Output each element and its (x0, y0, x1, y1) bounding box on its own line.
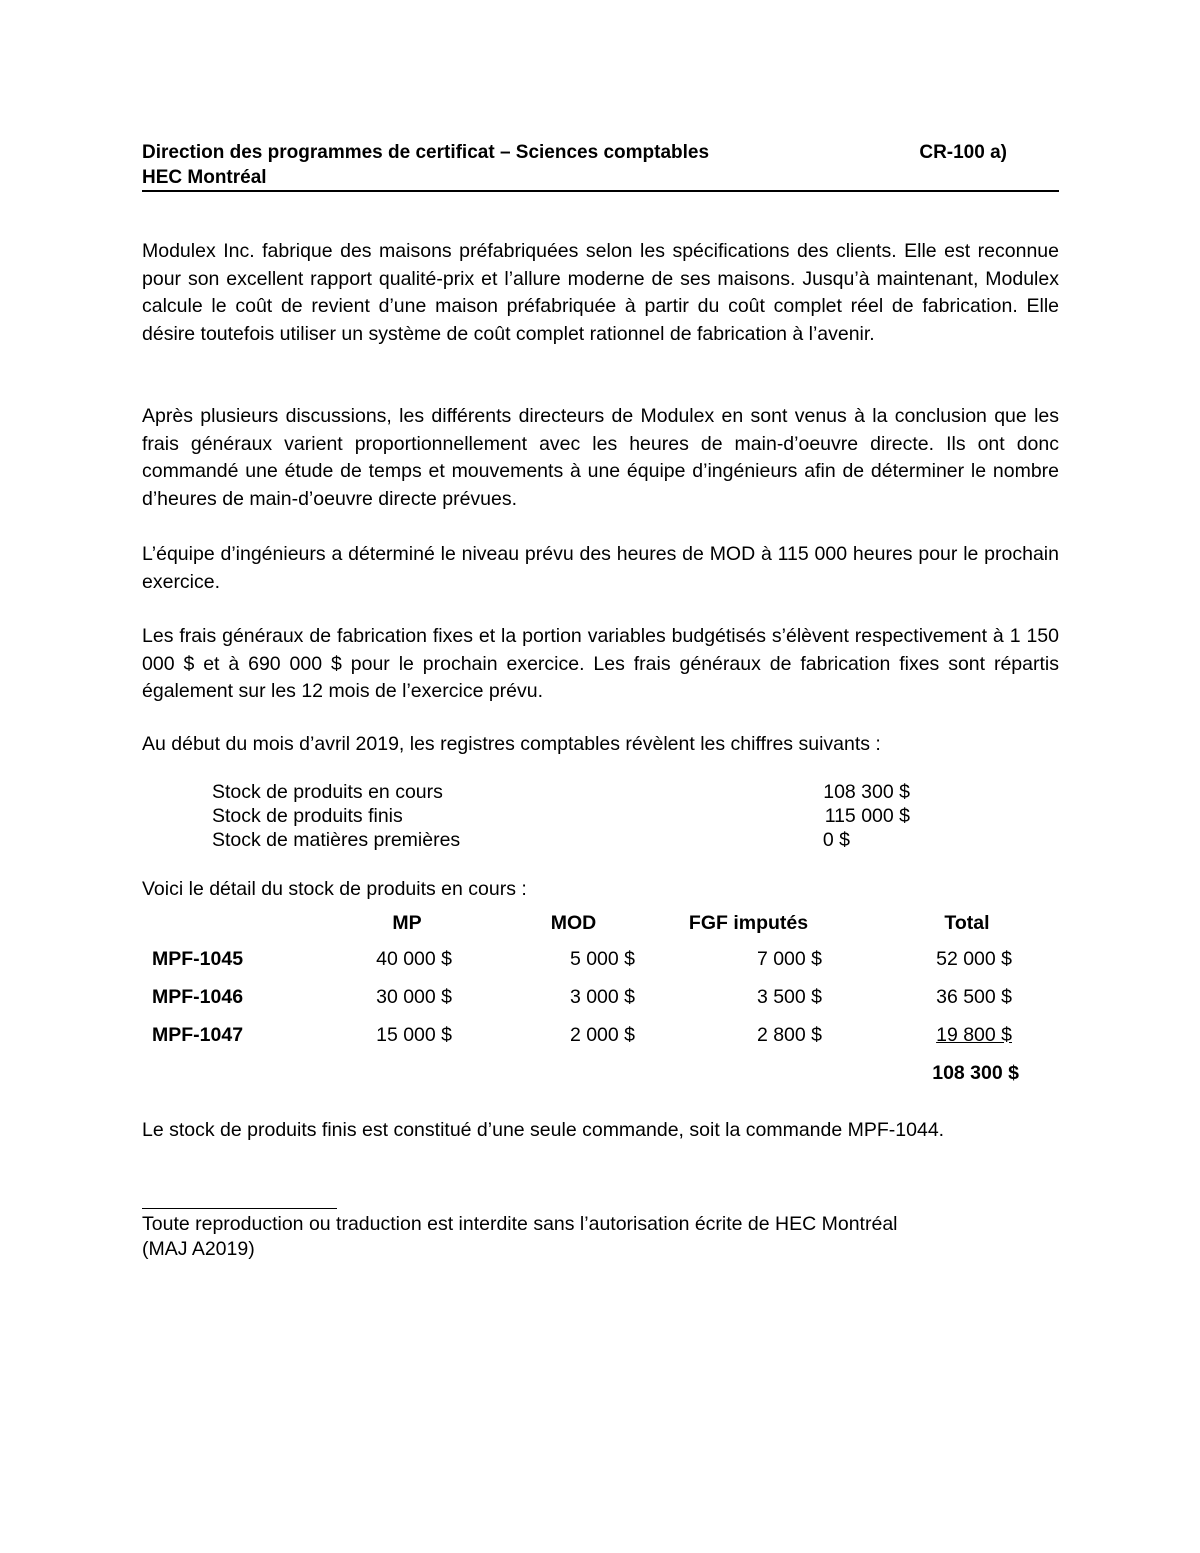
paragraph-discussion: Après plusieurs discussions, les différents directeurs de Modulex en sont venus à la conclusion que les frais généraux varient proportionnellement avec les heures de main-d’oeuvre directe. Ils ont donc commandé une étude de temps et mouvements à une équipe d’ingénieurs afin de déterminer le nombre d’heures de main-d’oeuvre directe prévues. (142, 405, 1059, 510)
table-row (142, 978, 1032, 1016)
table-row (142, 1016, 1032, 1054)
header-institution: HEC Montréal (142, 167, 267, 188)
stock-list (212, 780, 910, 852)
stock-value: 108 300 $ (823, 781, 910, 803)
header-course-code: CR-100 a) (919, 142, 1007, 163)
footnote (142, 1212, 898, 1262)
wip-table (142, 906, 1032, 1092)
cell-mp: 40 000 $ (376, 947, 452, 970)
row-name: MPF-1047 (152, 1023, 244, 1046)
cell-mp: 15 000 $ (376, 1023, 452, 1046)
column-header-mod: MOD (550, 911, 597, 934)
column-header-mp: MP (392, 911, 422, 934)
footnote-divider (142, 1208, 337, 1209)
grand-total: 108 300 $ (932, 1061, 1019, 1084)
stock-item (212, 780, 910, 804)
table-header-row (142, 906, 1032, 940)
header-divider (142, 190, 1059, 192)
cell-mod: 3 000 $ (569, 985, 635, 1008)
cell-total: 19 800 $ (936, 1023, 1012, 1046)
column-header-total: Total (944, 911, 990, 934)
cell-mp: 30 000 $ (376, 985, 452, 1008)
stock-value: 115 000 $ (824, 805, 910, 827)
footnote-update: (MAJ A2019) (142, 1238, 255, 1260)
document-header (142, 140, 1059, 190)
cell-fgf: 2 800 $ (756, 1023, 822, 1046)
paragraph-wip-detail: Voici le détail du stock de produits en cours : (142, 878, 527, 900)
stock-item (212, 828, 910, 852)
paragraph-overhead-budget: Les frais généraux de fabrication fixes et la portion variables budgétisés s’élèvent respectivement à 1 150 000 $ et à 690 000 $ pour le prochain exercice. Les frais généraux de fabrication fixes sont répartis également sur les 12 mois de l’exercice prévu. (142, 625, 1059, 702)
cell-total: 36 500 $ (936, 985, 1012, 1008)
cell-mod: 5 000 $ (569, 947, 635, 970)
stock-label: Stock de matières premières (212, 829, 461, 851)
table-total-row (142, 1054, 1032, 1092)
cell-fgf: 3 500 $ (756, 985, 822, 1008)
table-row (142, 940, 1032, 978)
stock-label: Stock de produits en cours (212, 781, 443, 803)
paragraph-intro: Modulex Inc. fabrique des maisons préfabriquées selon les spécifications des clients. Elle est reconnue pour son excellent rapport qualité-prix et l’allure moderne de ses maisons. Jusqu’à maintenant, Modulex calcule le coût de revient d’une maison préfabriquée à partir du coût complet réel de fabrication. Elle désire toutefois utiliser un système de coût complet rationnel de fabrication à l’avenir. (142, 240, 1059, 345)
paragraph-mod-hours: L’équipe d’ingénieurs a déterminé le niveau prévu des heures de MOD à 115 000 heures pour le prochain exercice. (142, 543, 1059, 593)
paragraph-april-records: Au début du mois d’avril 2019, les registres comptables révèlent les chiffres suivants : (142, 733, 881, 755)
stock-item (212, 804, 910, 828)
cell-fgf: 7 000 $ (756, 947, 822, 970)
header-program-title: Direction des programmes de certificat – Sciences comptables (142, 142, 710, 163)
footnote-copyright: Toute reproduction ou traduction est interdite sans l’autorisation écrite de HEC Montréal (142, 1213, 898, 1235)
row-name: MPF-1046 (152, 985, 244, 1008)
cell-total: 52 000 $ (936, 947, 1012, 970)
row-name: MPF-1045 (152, 947, 244, 970)
stock-value: 0 $ (822, 829, 850, 851)
paragraph-finished-goods: Le stock de produits finis est constitué d’une seule commande, soit la commande MPF-1044. (142, 1119, 945, 1141)
column-header-fgf: FGF imputés (688, 911, 809, 934)
cell-mod: 2 000 $ (569, 1023, 635, 1046)
stock-label: Stock de produits finis (212, 805, 403, 827)
